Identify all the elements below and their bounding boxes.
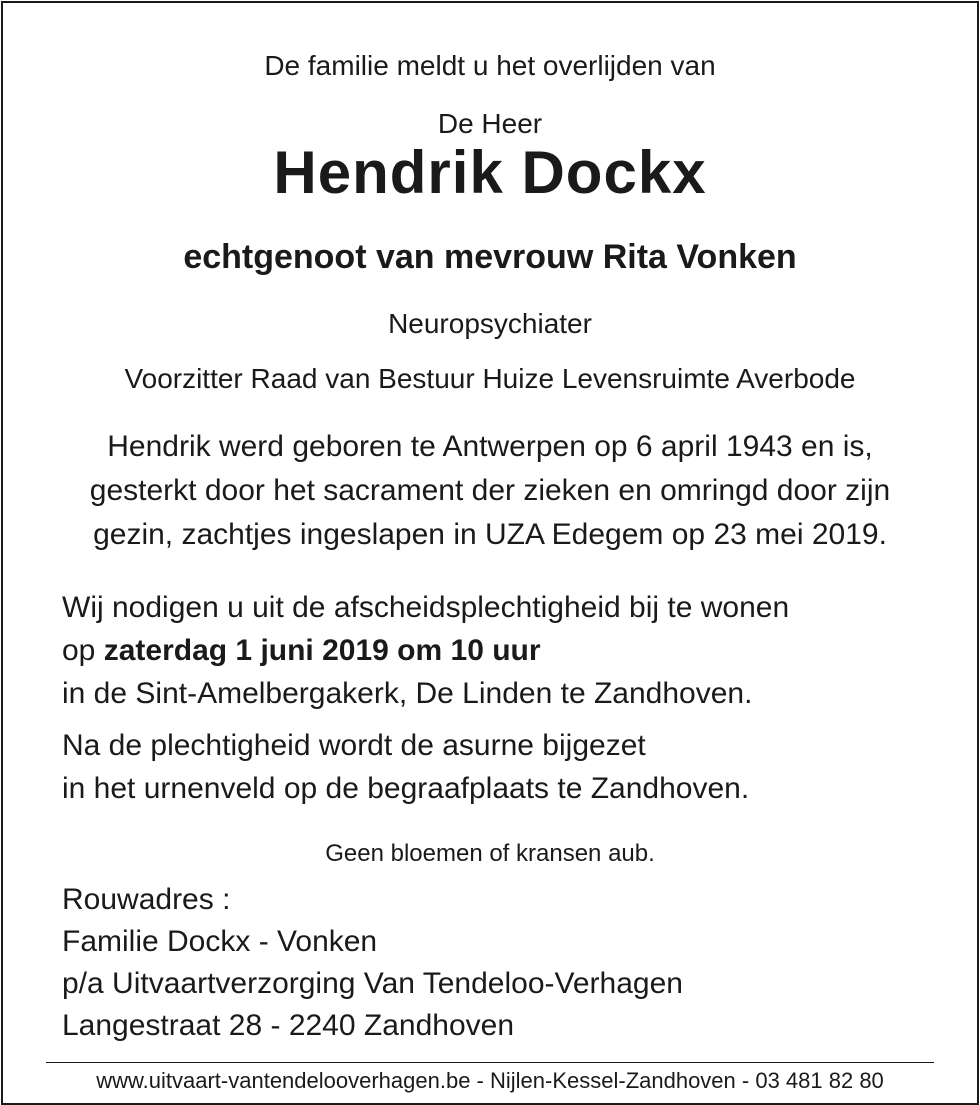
biography-paragraph — [0, 425, 980, 557]
invitation-line-1: Wij nodigen u uit de afscheidsplechtigheid bij te wonen — [62, 591, 790, 624]
footer-divider — [46, 1062, 934, 1063]
bio-line-3: gezin, zachtjes ingeslapen in UZA Edegem op 23 mei 2019. — [93, 518, 887, 551]
ceremony-date-time: zaterdag 1 juni 2019 om 10 uur — [103, 634, 541, 667]
address-street: Langestraat 28 - 2240 Zandhoven — [62, 1009, 515, 1042]
address-family: Familie Dockx - Vonken — [62, 925, 378, 958]
footer-contact: www.uitvaart-vantendelooverhagen.be - Nijlen-Kessel-Zandhoven - 03 481 82 80 — [96, 1068, 884, 1093]
invitation-line-2 — [62, 634, 541, 668]
burial-line-2: in het urnenveld op de begraafplaats te Zandhoven. — [62, 772, 750, 805]
occupation-line: Neuropsychiater — [388, 308, 592, 339]
bio-line-2: gesterkt door het sacrament der zieken en omringd door zijn — [89, 474, 891, 507]
position-line: Voorzitter Raad van Bestuur Huize Levensruimte Averbode — [124, 363, 856, 394]
bio-line-1: Hendrik werd geboren te Antwerpen op 6 april 1943 en is, — [107, 430, 873, 463]
honorific-title: De Heer — [437, 108, 543, 139]
announcement-text: De familie meldt u het overlijden van — [264, 50, 716, 81]
address-label: Rouwadres : — [62, 883, 231, 916]
invitation-prefix: op — [62, 634, 104, 667]
address-care-of: p/a Uitvaartverzorging Van Tendeloo-Verhagen — [62, 967, 683, 1000]
invitation-line-3: in de Sint-Amelbergakerk, De Linden te Zandhoven. — [62, 677, 753, 710]
spouse-line: echtgenoot van mevrouw Rita Vonken — [183, 238, 797, 276]
burial-line-1: Na de plechtigheid wordt de asurne bijgezet — [62, 729, 646, 762]
deceased-name: Hendrik Dockx — [273, 139, 707, 206]
flowers-note: Geen bloemen of kransen aub. — [325, 840, 655, 867]
